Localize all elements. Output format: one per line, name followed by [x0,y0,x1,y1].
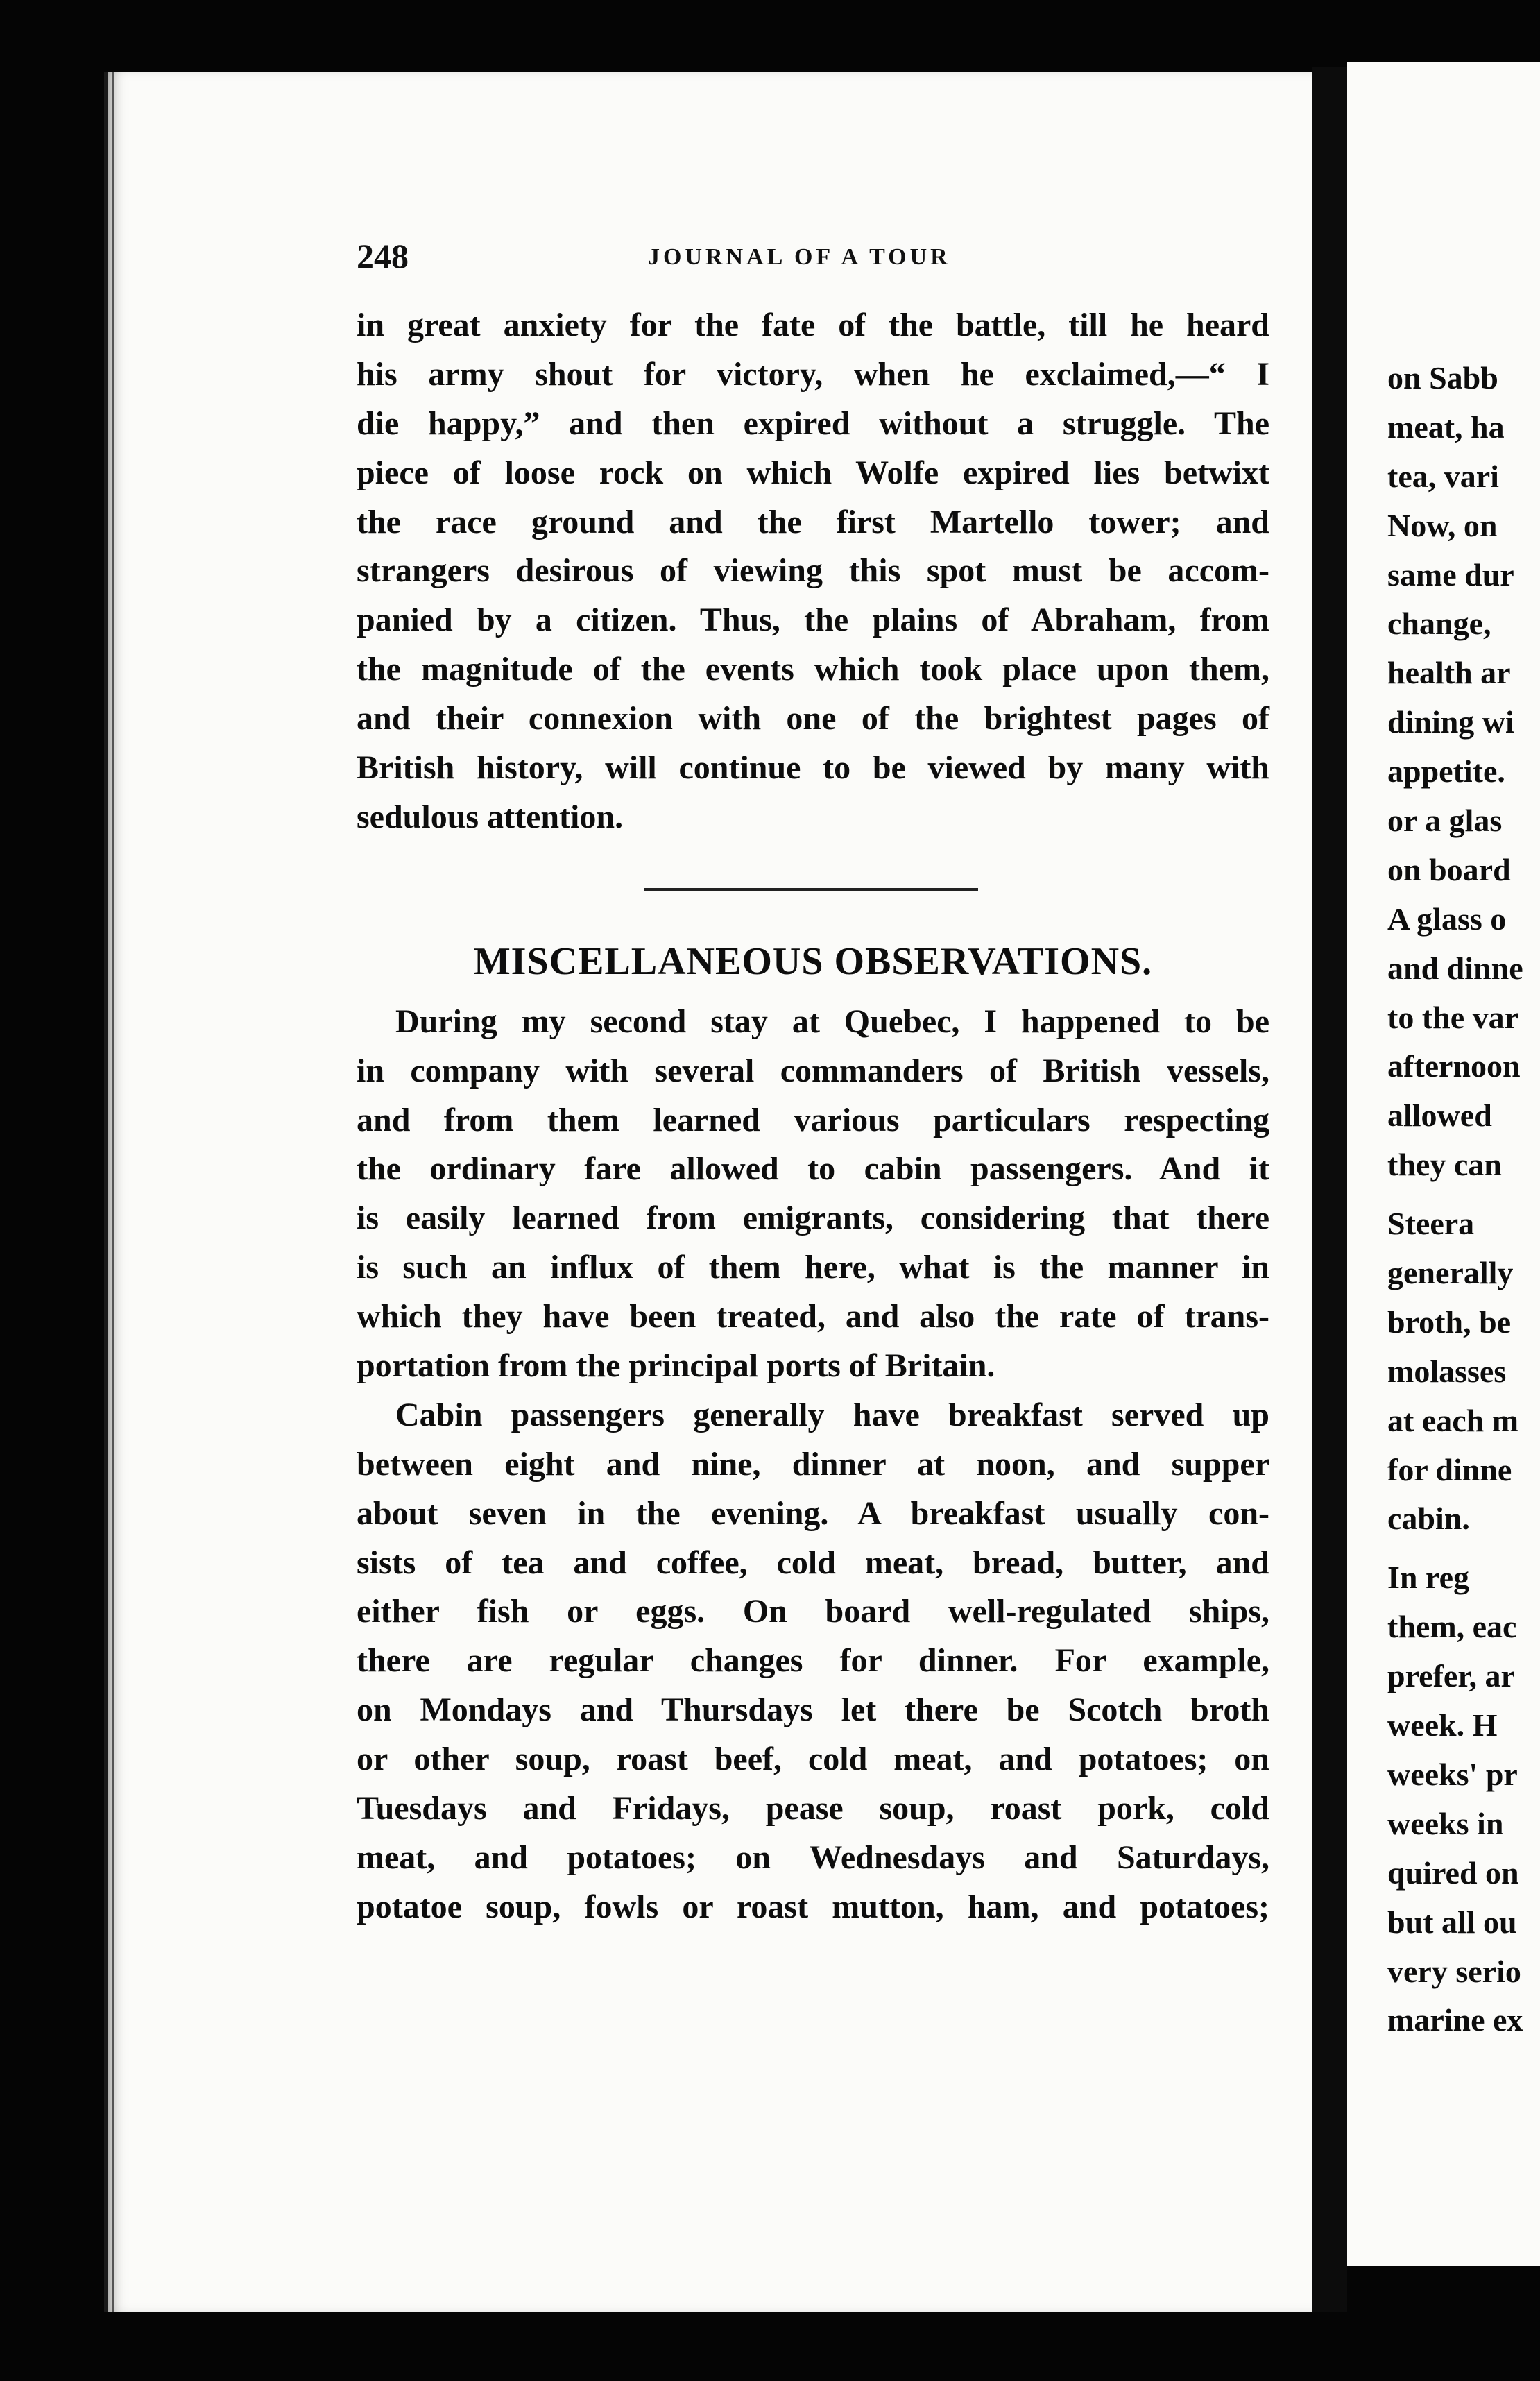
text-line: and from them learned various particulars respecting [357,1101,1269,1138]
text-line: and their connexion with one of the brightest pages of [357,700,1269,737]
facing-text-line: prefer, ar [1387,1658,1515,1694]
facing-text-line: but all ou [1387,1904,1517,1940]
facing-text-line: tea, vari [1387,458,1499,494]
facing-text-line: allowed [1387,1098,1492,1134]
text-line: about seven in the evening. A breakfast usually con- [357,1494,1269,1532]
intro-paragraph [357,301,1269,842]
text-line: is such an influx of them here, what is the manner in [357,1249,1269,1286]
facing-text-line: weeks in [1387,1805,1504,1841]
facing-text-line: weeks' pr [1387,1756,1518,1792]
facing-text-line: molasses [1387,1353,1507,1389]
facing-text-line: to the var [1387,999,1519,1035]
facing-text-line: quired on [1387,1854,1519,1891]
text-line: panied by a citizen. Thus, the plains of Abraham, from [357,601,1269,639]
text-line: meat, and potatoes; on Wednesdays and Saturdays, [357,1838,1269,1876]
facing-text-line: broth, be [1387,1304,1512,1340]
facing-text-line: week. H [1387,1707,1498,1743]
facing-text-line: for dinne [1387,1451,1512,1487]
facing-text-line: health ar [1387,655,1511,691]
facing-text-line: them, eac [1387,1609,1517,1645]
facing-text-line: at each m [1387,1402,1519,1438]
facing-text-line: on board [1387,851,1511,887]
text-line: the ordinary fare allowed to cabin passengers. And it [357,1150,1269,1188]
facing-text-line: on Sabb [1387,360,1498,395]
text-line: which they have been treated, and also the rate of trans- [357,1298,1269,1335]
main-text [357,301,1269,1932]
facing-page [1347,62,1540,2266]
text-line: either fish or eggs. On board well-regulated ships, [357,1593,1269,1630]
divider-rule [644,888,978,891]
text-line: there are regular changes for dinner. For example, [357,1642,1269,1680]
book-gutter [1312,67,1347,2312]
running-head [357,236,1272,284]
section-divider [357,842,1269,925]
text-line: die happy,” and then expired without a struggle. The [357,404,1269,442]
text-line: between eight and nine, dinner at noon, and supper [357,1445,1269,1483]
facing-text-line: or a glas [1387,803,1503,839]
facing-text-line: and dinne [1387,950,1523,986]
text-line: British history, will continue to be viewed by many with [357,749,1269,787]
text-line: strangers desirous of viewing this spot must be accom- [357,552,1269,590]
text-line: in great anxiety for the fate of the battle, till he heard [357,307,1269,343]
facing-text-line: meat, ha [1387,409,1505,445]
facing-text-line: dining wi [1387,704,1514,740]
running-head-title: JOURNAL OF A TOUR [648,244,951,270]
text-line: is easily learned from emigrants, considering that there [357,1200,1269,1237]
text-line: or other soup, roast beef, cold meat, and potatoes; on [357,1741,1269,1778]
paragraph-two [357,1391,1269,1932]
facing-text-line: appetite. [1387,753,1505,790]
facing-page-text [1387,354,1540,2045]
facing-text-line: change, [1387,606,1491,642]
facing-text-line: Now, on [1387,507,1498,543]
facing-text-line: marine ex [1387,2002,1523,2038]
text-line: sedulous attention. [357,798,624,835]
text-line: the magnitude of the events which took place upon them, [357,651,1269,688]
text-line: the race ground and the first Martello tower; and [357,503,1269,540]
facing-text-line: A glass o [1387,901,1507,937]
text-line: During my second stay at Quebec, I happened to be [395,1002,1269,1040]
text-line: portation from the principal ports of Britain. [357,1347,995,1385]
facing-text-line: same dur [1387,556,1514,592]
text-line: potatoe soup, fowls or roast mutton, ham, and potatoes; [357,1888,1269,1925]
facing-text-line: they can [1387,1147,1502,1183]
facing-text-line: generally [1387,1255,1514,1291]
text-line: in company with several commanders of British vessels, [357,1052,1269,1089]
facing-text-line: cabin. [1387,1501,1470,1537]
text-line: on Mondays and Thursdays let there be Scotch broth [357,1691,1269,1729]
facing-text-line: very serio [1387,1953,1521,1989]
text-line: Tuesdays and Fridays, pease soup, roast pork, cold [357,1790,1269,1827]
facing-text-line: Steera [1387,1206,1475,1242]
facing-text-line: In reg [1387,1560,1469,1596]
text-line: his army shout for victory, when he exclaimed,—“ I [357,355,1269,393]
text-line: piece of loose rock on which Wolfe expired lies betwixt [357,454,1269,491]
section-heading: MISCELLANEOUS OBSERVATIONS. [473,939,1153,983]
facing-text-line: afternoon [1387,1048,1521,1084]
text-line: sists of tea and coffee, cold meat, bread, butter, and [357,1544,1269,1581]
page-number: 248 [357,237,409,275]
paragraph-one [357,998,1269,1391]
text-line: Cabin passengers generally have breakfast served up [395,1396,1269,1433]
